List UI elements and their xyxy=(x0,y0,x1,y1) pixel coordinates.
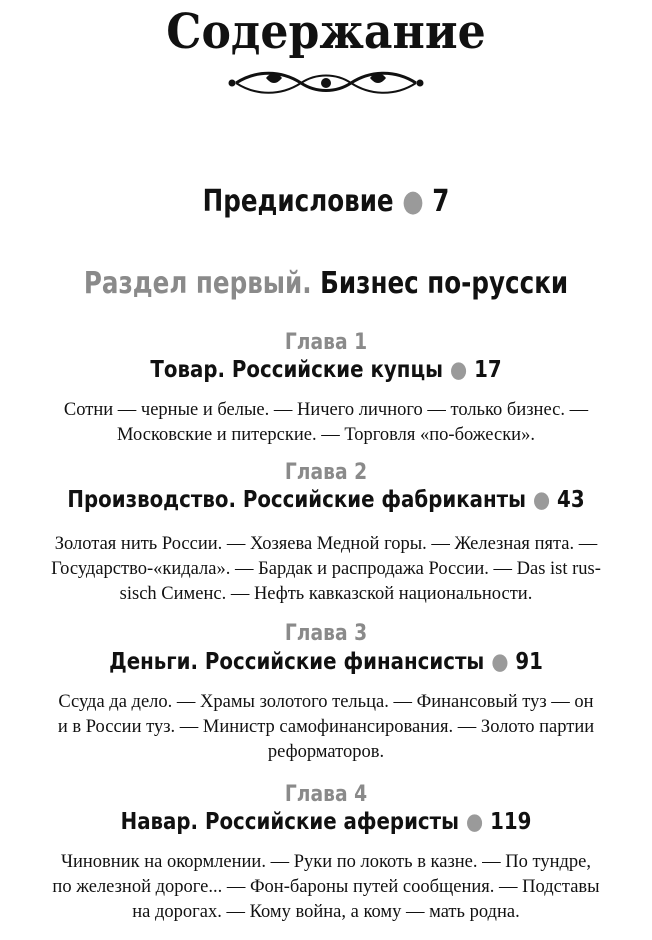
chapter-4-title: Навар. Российские аферисты xyxy=(120,809,460,835)
section-heading xyxy=(59,266,594,301)
description-line: Ссуда да дело. — Храмы золотого тельца. — Финансовый туз — он xyxy=(58,692,594,712)
chapter-2-page: 43 xyxy=(557,487,585,513)
chapter-1-page: 17 xyxy=(474,357,502,383)
chapter-3-number: Глава 3 xyxy=(284,621,368,646)
description-line: Государство-«кидала». — Бардак и распродажа России. — Das ist rus- xyxy=(51,559,601,579)
chapter-1-number: Глава 1 xyxy=(284,330,368,355)
chapter-4-page: 119 xyxy=(490,809,532,835)
description-line: Московские и питерские. — Торговля «по-божески». xyxy=(117,425,535,445)
page-title: Содержание xyxy=(166,4,486,60)
preface-label: Предисловие xyxy=(202,184,394,219)
chapter-2-number: Глава 2 xyxy=(284,460,368,485)
description-line: по железной дороге... — Фон-бароны путей сообщения. — Подставы xyxy=(52,877,600,897)
chapter-1-title-line xyxy=(46,357,607,383)
chapter-4-description xyxy=(14,850,638,925)
chapter-3-title-line xyxy=(46,649,607,675)
chapter-4-title-line xyxy=(46,809,607,835)
chapter-2-title-line xyxy=(46,487,607,513)
chapter-3-title: Деньги. Российские финансисты xyxy=(109,649,485,675)
preface-page: 7 xyxy=(432,184,450,219)
preface-entry xyxy=(59,184,594,219)
bullet-icon: ● xyxy=(491,649,509,675)
description-line: реформаторов. xyxy=(267,742,385,762)
description-line: на дорогах. — Кому война, а кому — мать родна. xyxy=(132,902,520,922)
chapter-3-description xyxy=(14,690,638,765)
bullet-icon: ● xyxy=(532,487,551,513)
chapter-1-title: Товар. Российские купцы xyxy=(150,357,444,383)
chapter-2-description xyxy=(14,532,638,607)
chapter-3-page: 91 xyxy=(515,649,543,675)
chapter-1-description xyxy=(14,398,638,448)
ornament-divider-icon xyxy=(226,66,426,100)
section-prefix: Раздел первый. xyxy=(83,266,312,301)
bullet-icon: ● xyxy=(402,184,424,219)
description-line: sisch Сименс. — Нефть кавказской национальности. xyxy=(119,584,533,604)
bullet-icon: ● xyxy=(449,357,468,383)
bullet-icon: ● xyxy=(465,809,484,835)
section-name: Бизнес по-русски xyxy=(320,266,569,301)
chapter-4-number: Глава 4 xyxy=(284,782,368,807)
description-line: Чиновник на окормлении. — Руки по локоть в казне. — По тундре, xyxy=(60,852,591,872)
chapter-2-title: Производство. Российские фабриканты xyxy=(67,487,527,513)
description-line: Золотая нить России. — Хозяева Медной горы. — Железная пята. — xyxy=(54,534,598,554)
description-line: и в России туз. — Министр самофинансирования. — Золото партии xyxy=(57,717,595,737)
description-line: Сотни — черные и белые. — Ничего личного — только бизнес. — xyxy=(63,400,589,420)
